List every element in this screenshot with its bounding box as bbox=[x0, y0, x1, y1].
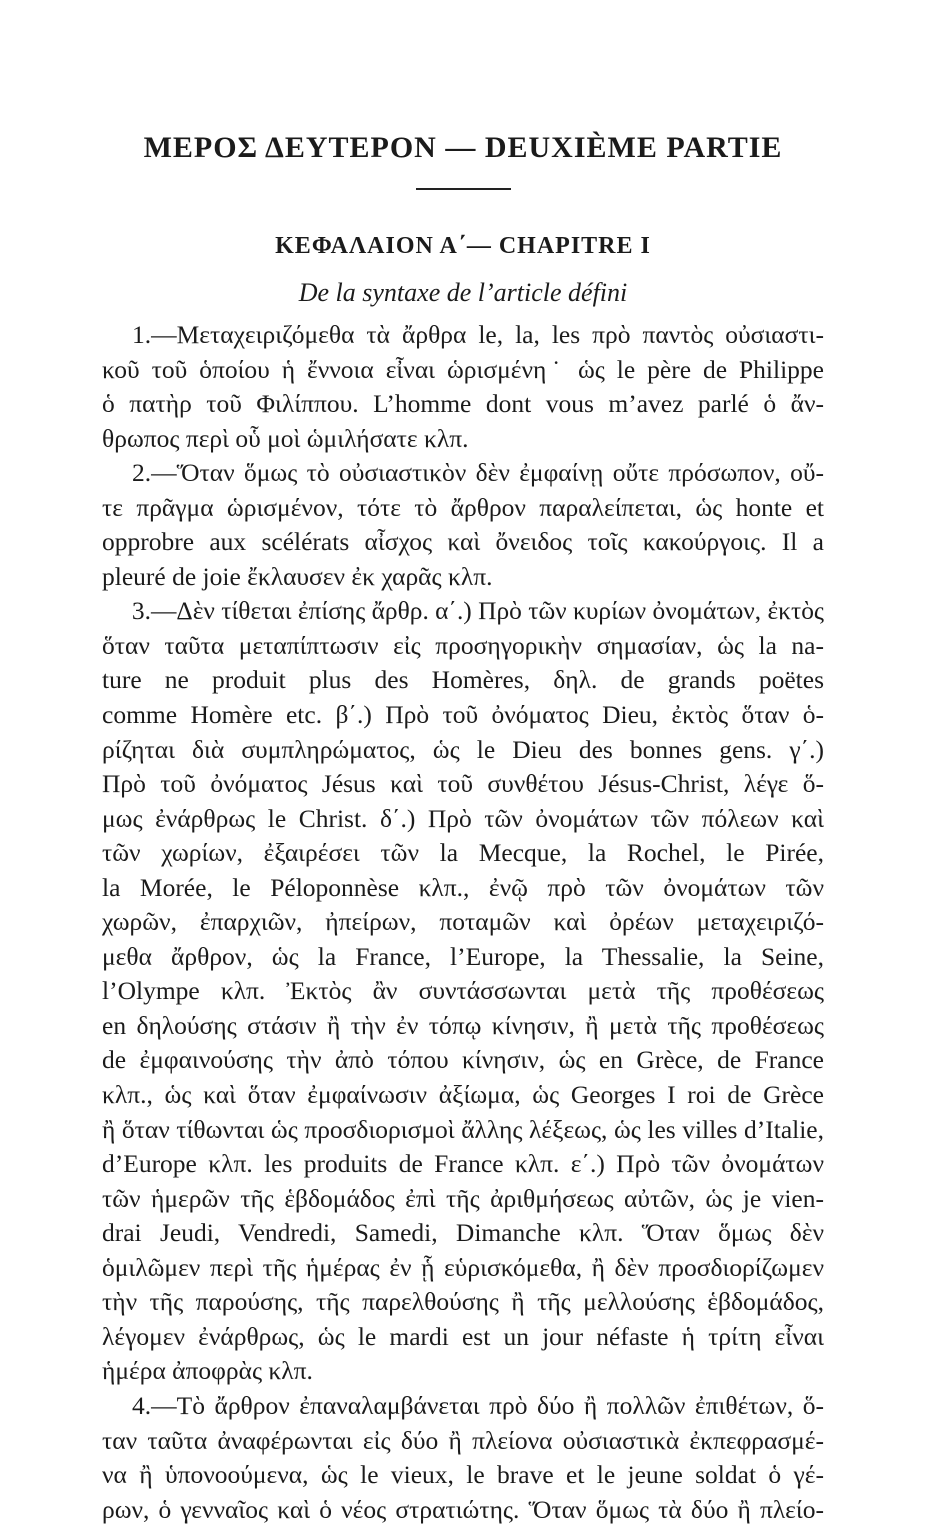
text-line: τῶν ἡμερῶν τῆς ἑβδομάδος ἐπὶ τῆς ἀριθμήσεως αὐτῶν, ὡς je vien- bbox=[102, 1183, 824, 1213]
text-line: μεθα ἄρθρον, ὡς la France, l’Europe, la Thessalie, la Seine, bbox=[102, 941, 824, 971]
text-line: χωρῶν, ἐπαρχιῶν, ἠπείρων, ποταμῶν καὶ ὀρέων μεταχειριζό- bbox=[102, 907, 824, 937]
text-line: ὁμιλῶμεν περὶ τῆς ἡμέρας ἐν ᾗ εὑρισκόμεθα, ἢ δὲν προσδιορίζωμεν bbox=[102, 1252, 824, 1282]
text-line: ὅταν ταῦτα μεταπίπτωσιν εἰς προσηγορικὴν σημασίαν, ὡς la na- bbox=[102, 630, 824, 660]
text-line: d’Europe κλπ. les produits de France κλπ. ε΄.) Πρὸ τῶν ὀνομάτων bbox=[102, 1149, 824, 1179]
text-line: ἢ ὅταν τίθωνται ὡς προσδιορισμοὶ ἄλλης λέξεως, ὡς les villes d’Italie, bbox=[102, 1114, 824, 1144]
chapter-title: ΚΕΦΑΛΑΙΟΝ Α΄— CHAPITRE I bbox=[275, 233, 651, 259]
text-line: λέγομεν ἐνάρθρως, ὡς le mardi est un jour néfaste ἡ τρίτη εἶναι bbox=[102, 1321, 824, 1351]
text-line: l’Olympe κλπ. Ἐκτὸς ἂν συντάσσωνται μετὰ τῆς προθέσεως bbox=[102, 976, 824, 1006]
text-line: τῶν χωρίων, ἐξαιρέσει τῶν la Mecque, la Rochel, le Pirée, bbox=[102, 838, 824, 868]
text-line: en δηλούσης στάσιν ἢ τὴν ἐν τόπῳ κίνησιν, ἢ μετὰ τῆς προθέσεως bbox=[102, 1010, 824, 1040]
text-line: 3.—Δὲν τίθεται ἐπίσης ἄρθρ. α΄.) Πρὸ τῶν κυρίων ὀνομάτων, ἐκτὸς bbox=[131, 596, 824, 626]
text-line: Πρὸ τοῦ ὀνόματος Jésus καὶ τοῦ συνθέτου Jésus-Christ, λέγε ὅ- bbox=[102, 769, 824, 799]
text-line: θρωπος περὶ οὗ μοὶ ὡμιλήσατε κλπ. bbox=[102, 423, 469, 453]
title-divider bbox=[416, 188, 511, 190]
text-line: drai Jeudi, Vendredi, Samedi, Dimanche κλπ. Ὅταν ὅμως δὲν bbox=[102, 1218, 824, 1248]
text-line: 1.—Μεταχειριζόμεθα τὰ ἄρθρα le, la, les πρὸ παντὸς οὐσιαστι- bbox=[132, 320, 824, 349]
text-line: 2.—Ὅταν ὅμως τὸ οὐσιαστικὸν δὲν ἐμφαίνῃ οὔτε πρόσωπον, οὔ- bbox=[132, 458, 824, 488]
text-line: ταν ταῦτα ἀναφέρωνται εἰς δύο ἢ πλείονα οὐσιαστικὰ ἐκπεφρασμέ- bbox=[102, 1425, 824, 1455]
text-line: ὁ πατὴρ τοῦ Φιλίππου. L’homme dont vous m’avez parlé ὁ ἄν- bbox=[102, 389, 824, 419]
text-line: pleuré de joie ἔκλαυσεν ἐκ χαρᾶς κλπ. bbox=[102, 561, 493, 591]
text-line: ture ne produit plus des Homères, δηλ. de grands poëtes bbox=[102, 665, 824, 695]
text-line: κοῦ τοῦ ὁποίου ἡ ἔννοια εἶναι ὡρισμένη˙ ὡς le père de Philippe bbox=[102, 354, 824, 384]
paragraph bbox=[102, 318, 824, 456]
paragraph bbox=[102, 456, 824, 594]
text-line: ρων, ὁ γενναῖος καὶ ὁ νέος στρατιώτης. Ὅταν ὅμως τὰ δύο ἢ πλείο- bbox=[102, 1494, 824, 1524]
text-line: 4.—Τὸ ἄρθρον ἐπαναλαμβάνεται πρὸ δύο ἢ πολλῶν ἐπιθέτων, ὅ- bbox=[132, 1390, 824, 1420]
text-line: μως ἐνάρθρως le Christ. δ΄.) Πρὸ τῶν ὀνομάτων τῶν πόλεων καὶ bbox=[102, 803, 824, 833]
paragraph bbox=[102, 594, 824, 1389]
text-line: la Morée, le Péloponnèse κλπ., ἐνῷ πρὸ τῶν ὀνομάτων τῶν bbox=[102, 872, 824, 902]
text-line: τε πρᾶγμα ὡρισμένον, τότε τὸ ἄρθρον παραλείπεται, ὡς honte et bbox=[102, 492, 824, 522]
text-line: να ἢ ὑπονοούμενα, ὡς le vieux, le brave et le jeune soldat ὁ γέ- bbox=[102, 1460, 824, 1490]
text-line: opprobre aux scélérats αἶσχος καὶ ὄνειδος τοῖς κακούργοις. Il a bbox=[102, 527, 824, 557]
text-line: κλπ., ὡς καὶ ὅταν ἐμφαίνωσιν ἀξίωμα, ὡς Georges I roi de Grèce bbox=[102, 1080, 824, 1110]
chapter-subtitle: De la syntaxe de l’article défini bbox=[298, 278, 628, 307]
section-title: ΜΕΡΟΣ ΔΕΥΤΕΡΟΝ — DEUXIÈME PARTIE bbox=[143, 131, 783, 164]
text-line: τὴν τῆς παρούσης, τῆς παρελθούσης ἢ τῆς μελλούσης ἑβδομάδος, bbox=[102, 1287, 824, 1317]
text-line: de ἐμφαινούσης τὴν ἀπὸ τόπου κίνησιν, ὡς en Grèce, de France bbox=[102, 1045, 824, 1075]
text-line: comme Homère etc. β΄.) Πρὸ τοῦ ὀνόματος Dieu, ἐκτὸς ὅταν ὁ- bbox=[102, 700, 824, 730]
paragraph bbox=[102, 1389, 824, 1527]
page bbox=[102, 128, 824, 1527]
body-text bbox=[102, 318, 824, 1527]
text-line: ρίζηται διὰ συμπληρώματος, ὡς le Dieu des bonnes gens. γ΄.) bbox=[102, 734, 824, 764]
text-line: ἡμέρα ἀποφρὰς κλπ. bbox=[102, 1356, 313, 1386]
